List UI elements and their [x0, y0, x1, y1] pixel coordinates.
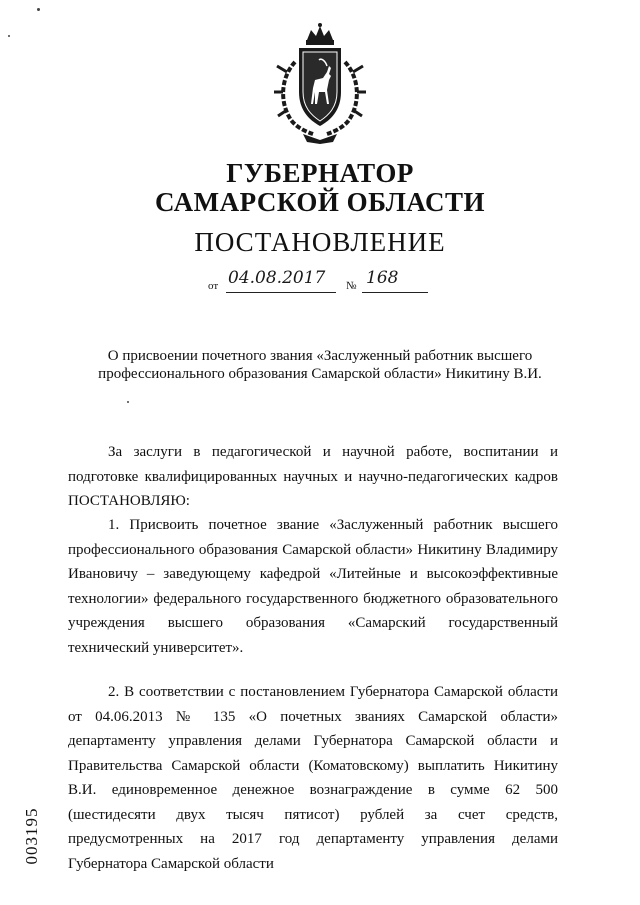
scan-speck: [127, 401, 129, 403]
clause-1-paragraph: 1. Присвоить почетное звание «Заслуженный работник высшего профессионального образования Самарской области» Никитину Владимиру Ивановичу – заведующему кафедрой «Литейные и высокоэффективные технологии» федерального государственного бюджетного образовательного учреждения высшего образования «Самарский государственный технический университет».: [68, 517, 558, 656]
heading-line: профессионального образования Самарской области» Никитину В.И.: [98, 366, 542, 382]
date-value: 04.08.2017: [228, 268, 326, 288]
scan-speck: [8, 35, 10, 37]
heading-line: О присвоении почетного звания «Заслуженный работник высшего: [107, 348, 533, 364]
coat-of-arms-icon: [273, 22, 367, 144]
date-number-line: [208, 268, 448, 294]
date-underline: [226, 292, 336, 293]
scan-speck: [37, 8, 40, 11]
issuer-title: ГУБЕРНАТОР: [226, 158, 414, 188]
margin-stamp-number: 003195: [22, 807, 41, 865]
number-value: 168: [366, 268, 399, 288]
date-prefix: от: [208, 280, 219, 292]
clause-2-paragraph: 2. В соответствии с постановлением Губернатора Самарской области от 04.06.2013 № 135 «О почетных званиях Самарской области» департаменту управления делами Губернатора Самарской области и Правительства Самарской области (Коматовскому) выплатить Никитину В.И. единовременное денежное вознаграждение в сумме 62 500 (шестидесяти двух тысяч пятисот) рублей за счет средств, предусмотренных на 2017 год департаменту управления делами Губернатора Самарской области: [68, 684, 558, 872]
document-type: ПОСТАНОВЛЕНИЕ: [194, 227, 446, 257]
number-underline: [362, 292, 428, 293]
preamble-paragraph: За заслуги в педагогической и научной работе, воспитании и подготовке квалифицированных научных и научно-педагогических кадров ПОСТАНОВЛЯЮ:: [68, 444, 558, 509]
number-prefix: №: [346, 280, 357, 292]
issuer-subtitle: САМАРСКОЙ ОБЛАСТИ: [154, 187, 486, 217]
document-heading: [90, 347, 550, 383]
